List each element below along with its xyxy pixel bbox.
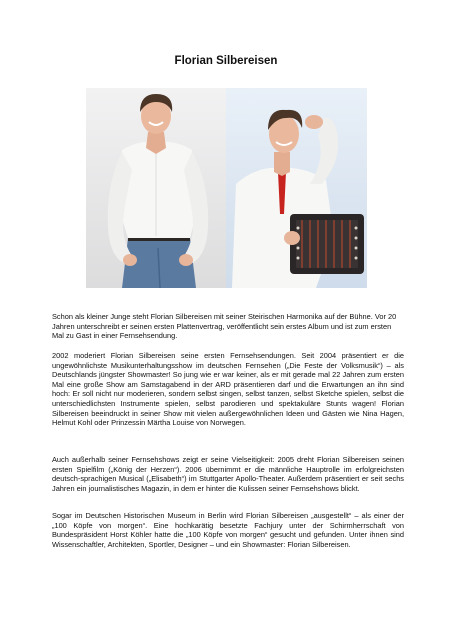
portrait-accordion-illustration <box>226 88 367 288</box>
paragraph-versatility: Auch außerhalb seiner Fernsehshows zeigt er seine Vielseitigkeit: 2005 dreht Florian Silbereisen seinen ersten Spielfilm („König der Herzen“). 2006 übernimmt er die männliche Hauptrolle im erfolgreichsten deutsch-sprachigen Musical („Elisabeth“) im Stuttgarter Apollo-Theater. Außerdem präsentiert er seit sechs Jahren ein journalistisches Magazin, in dem er hinter die Kulissen seiner Fernsehshows blickt. <box>52 455 404 493</box>
paragraph-museum: Sogar im Deutschen Historischen Museum in Berlin wird Florian Silbereisen „ausgestellt“ – als einer der „100 Köpfe von morgen“. Eine hochkarätig besetzte Fachjury unter der Schirmherrschaft von Bundespräsident Horst Köhler hatte die „100 Köpfe von morgen“ gesucht und gefunden. Unter ihnen sind Wissenschaftler, Architekten, Sportler, Designer – und ein Showmaster: Florian Silbereisen. <box>52 511 404 549</box>
page-title: Florian Silbereisen <box>174 55 278 67</box>
portrait-photo-accordion <box>226 88 367 288</box>
accordion-icon <box>290 214 364 274</box>
portrait-photo-standing <box>86 88 226 288</box>
paragraph-tv-shows: 2002 moderiert Florian Silbereisen seine ersten Fernsehsendungen. Seit 2004 präsentiert er die ungewöhnlichste Musikunterhaltungsshow im deutschen Fernsehen („Die Feste der Volksmusik“) – als Deutschlands jüngster Showmaster! So jung wie er war keiner, als er mit gerade mal 22 Jahren zum ersten Mal eine große Show am Samstagabend in der ARD präsentieren darf und die Erwartungen an ihn sind hoch: Er soll nicht nur moderieren, sondern selbst singen, selbst tanzen, selbst Sketche spielen, selbst die unterschiedlichsten Instrumente spielen, selbst parodieren und spektakuläre Stunts wagen! Florian Silbereisen beeindruckt in seiner Show mit vielen außergewöhnlichen Ideen und Gästen wie Nina Hagen, Helmut Kohl oder Prinzessin Märtha Louise von Norwegen. <box>52 351 404 428</box>
paragraph-early-career: Schon als kleiner Junge steht Florian Silbereisen mit seiner Steirischen Harmonika auf der Bühne. Vor 20 Jahren unterschreibt er seinen ersten Plattenvertrag, veröffentlicht sein erstes Album und ist zum ersten Mal zu Gast in einer Fernsehsendung. <box>52 312 397 341</box>
portrait-standing-illustration <box>86 88 226 288</box>
